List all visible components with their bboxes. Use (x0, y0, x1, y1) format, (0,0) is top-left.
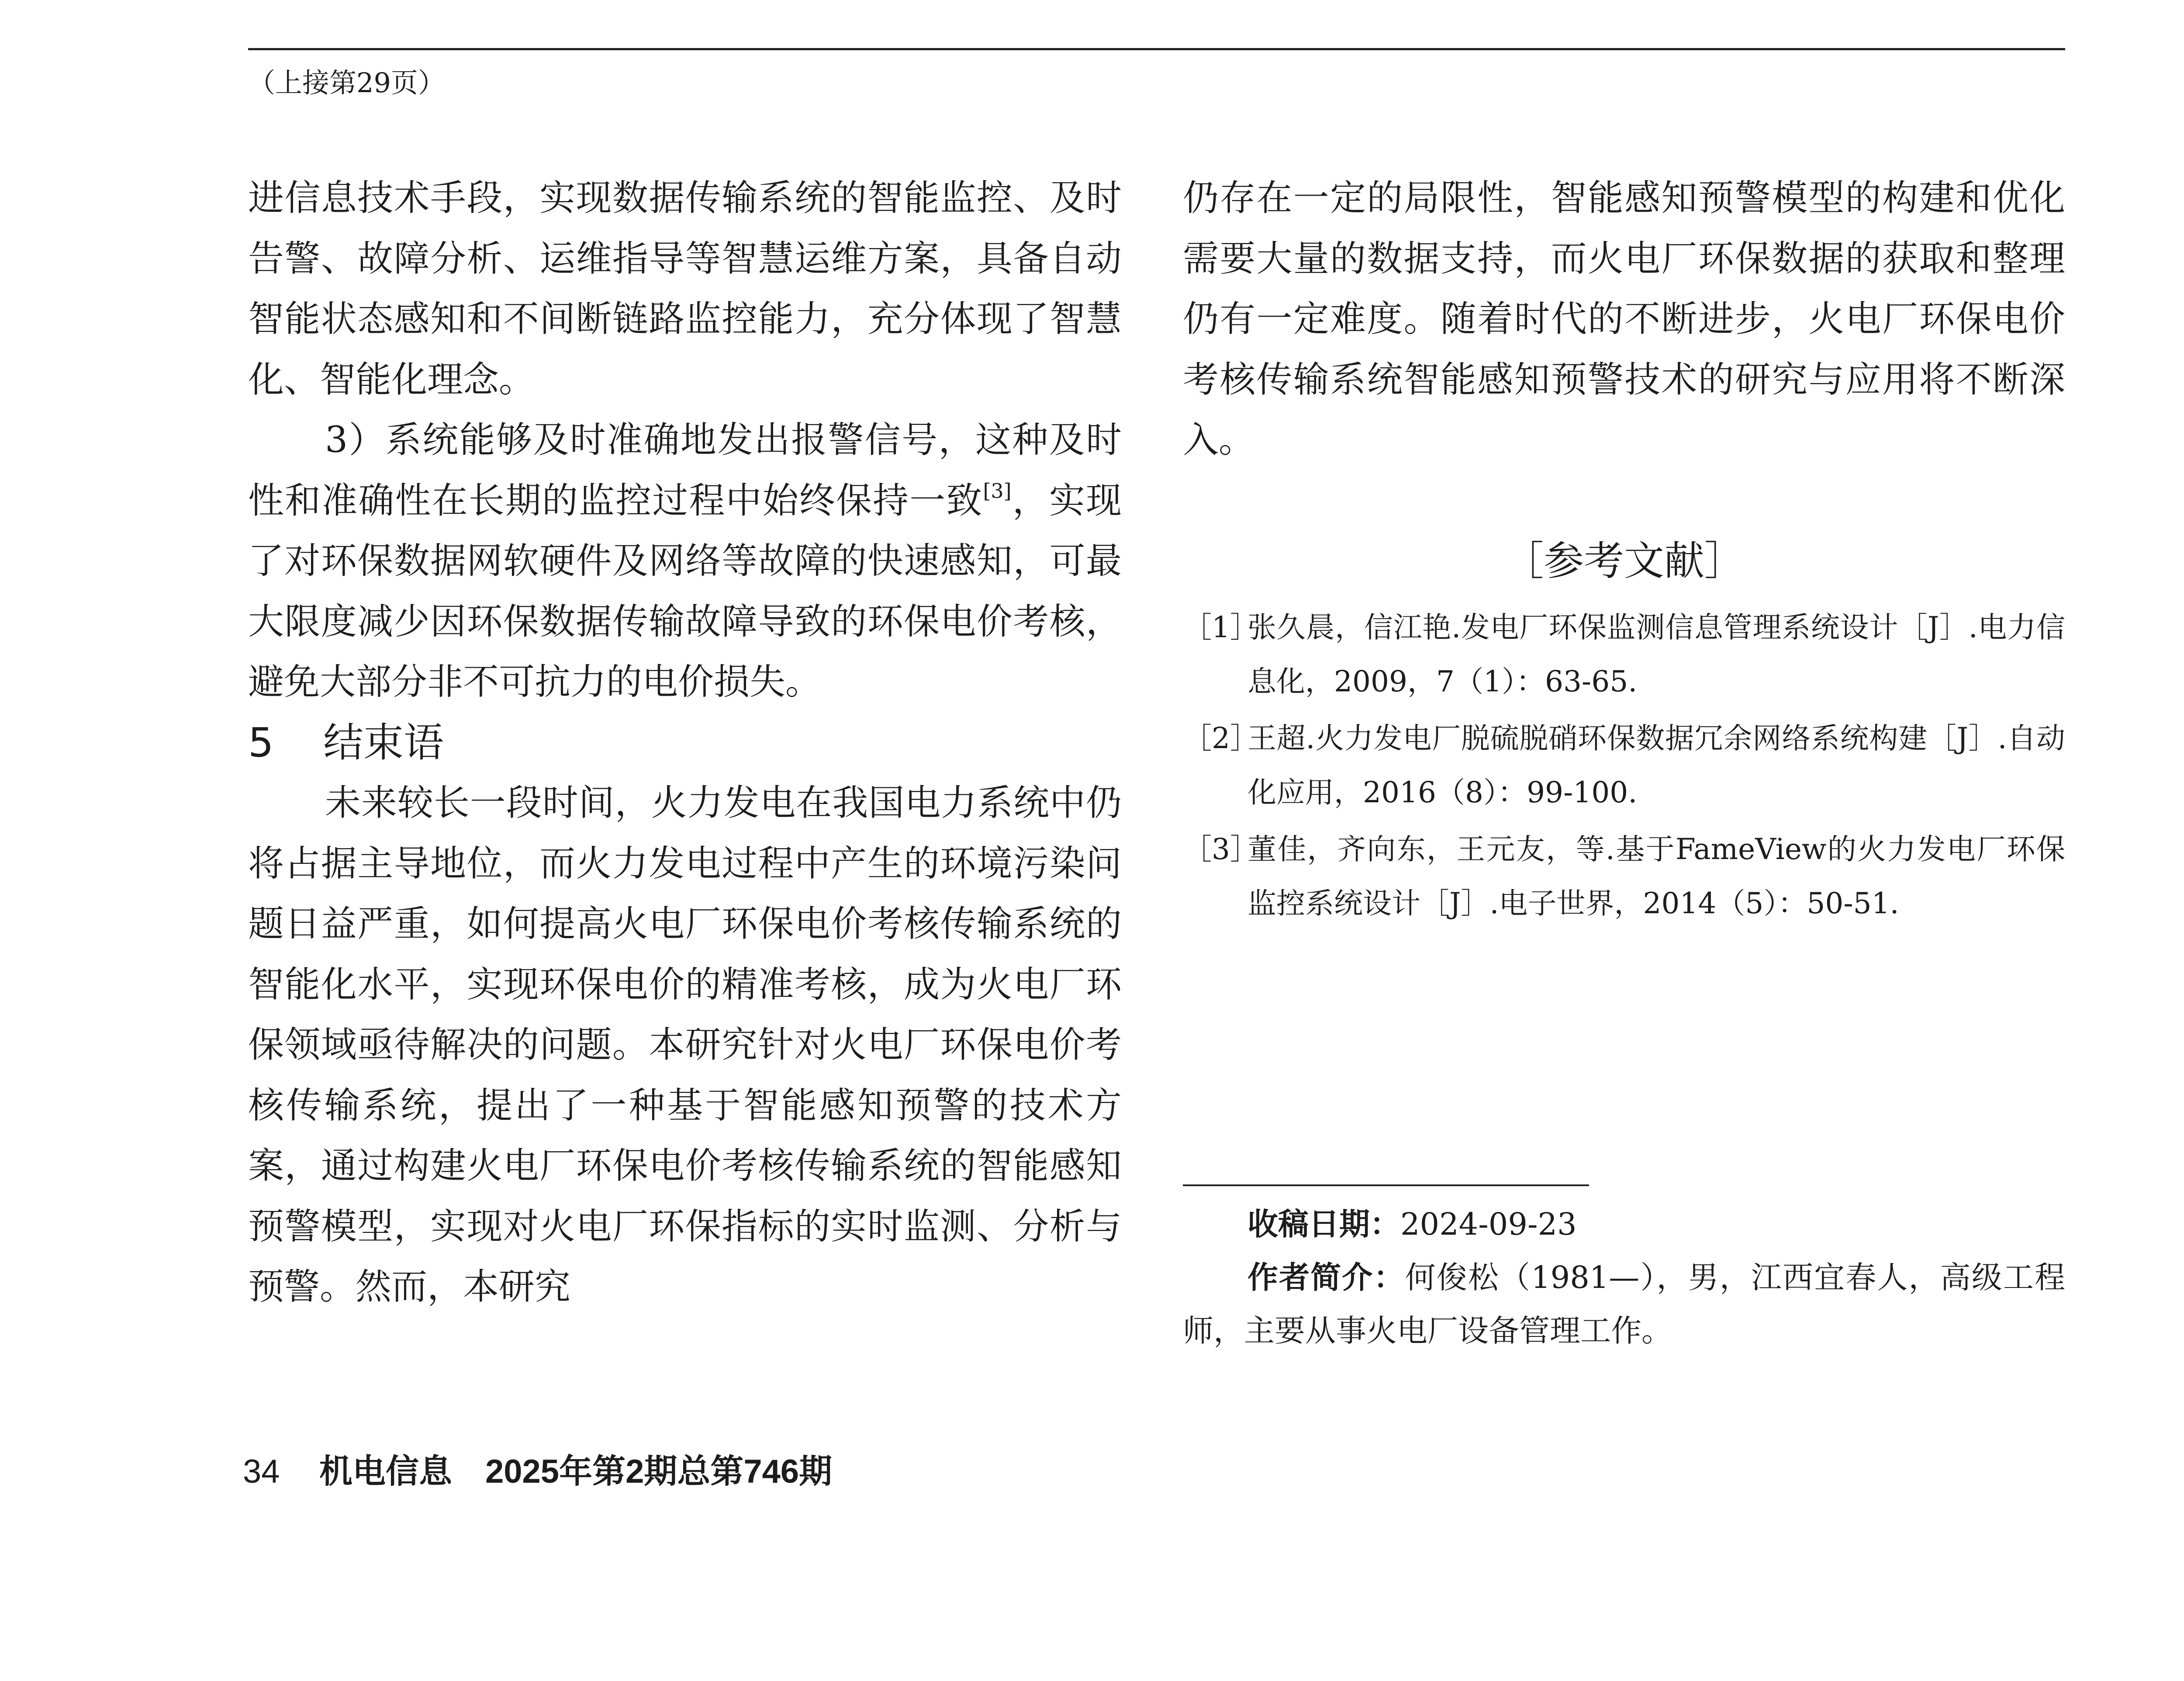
references-title: ［参考文献］ (1503, 538, 1745, 584)
reference-item (1183, 711, 2065, 820)
received-date-note (1183, 1198, 2065, 1251)
reference-text: 王超.火力发电厂脱硫脱硝环保数据冗余网络系统构建［J］.自动化应用，2016（8）：99-100. (1248, 721, 2065, 809)
left-column (248, 168, 1122, 1318)
page-number: 34 (243, 1453, 280, 1490)
right-column (1183, 168, 2065, 471)
received-label: 收稿日期： (1248, 1206, 1400, 1242)
citation-marker: [3] (983, 479, 1012, 503)
received-date: 2024-09-23 (1400, 1206, 1577, 1242)
reference-text: 董佳，齐向东，王元友，等.基于FameView的火力发电厂环保监控系统设计［J］.电子世界，2014（5）：50-51. (1248, 832, 2065, 920)
section-heading (248, 713, 1122, 773)
author-bio: 何俊松（1981—），男，江西宜春人，高级工程师，主要从事火电厂设备管理工作。 (1183, 1260, 2065, 1349)
reference-number: ［2］ (1183, 721, 1259, 755)
section-title: 结束语 (323, 719, 444, 766)
article-notes (1183, 1198, 2065, 1357)
reference-number: ［3］ (1183, 832, 1259, 866)
body-paragraph: 进信息技术手段，实现数据传输系统的智能监控、及时告警、故障分析、运维指导等智慧运维方案，具备自动智能状态感知和不间断链路监控能力，充分体现了智慧化、智能化理念。 (248, 177, 1122, 400)
paragraph-text: ，实现了对环保数据网软硬件及网络等故障的快速感知，可最大限度减少因环保数据传输故障导致的环保电价考核，避免大部分非不可抗力的电价损失。 (248, 480, 1122, 703)
footnote-rule (1183, 1184, 1589, 1186)
reference-item (1183, 601, 2065, 709)
page-footer (243, 1448, 832, 1496)
author-label: 作者简介： (1248, 1260, 1405, 1295)
continued-note: （上接第29页） (248, 67, 445, 99)
references-list (1183, 601, 2065, 933)
body-paragraph (248, 410, 1122, 713)
reference-item (1183, 822, 2065, 931)
reference-text: 张久晨，信江艳.发电厂环保监测信息管理系统设计［J］.电力信息化，2009，7（1）：63-65. (1248, 611, 2065, 698)
section-number: 5 (248, 719, 274, 766)
top-rule (248, 48, 2065, 50)
reference-number: ［1］ (1183, 611, 1259, 644)
body-paragraph: 仍存在一定的局限性，智能感知预警模型的构建和优化需要大量的数据支持，而火电厂环保数据的获取和整理仍有一定难度。随着时代的不断进步，火电厂环保电价考核传输系统智能感知预警技术的研究与应用将不断深入。 (1183, 177, 2065, 461)
paragraph-text: 3）系统能够及时准确地发出报警信号，这种及时性和准确性在长期的监控过程中始终保持一致 (248, 419, 1122, 521)
author-bio-note (1183, 1251, 2065, 1357)
journal-issue: 机电信息 2025年第2期总第746期 (319, 1453, 833, 1490)
body-paragraph: 未来较长一段时间，火力发电在我国电力系统中仍将占据主导地位，而火力发电过程中产生的环境污染问题日益严重，如何提高火电厂环保电价考核传输系统的智能化水平，实现环保电价的精准考核，成为火电厂环保领域亟待解决的问题。本研究针对火电厂环保电价考核传输系统，提出了一种基于智能感知预警的技术方案，通过构建火电厂环保电价考核传输系统的智能感知预警模型，实现对火电厂环保指标的实时监测、分析与预警。然而，本研究 (248, 782, 1122, 1308)
